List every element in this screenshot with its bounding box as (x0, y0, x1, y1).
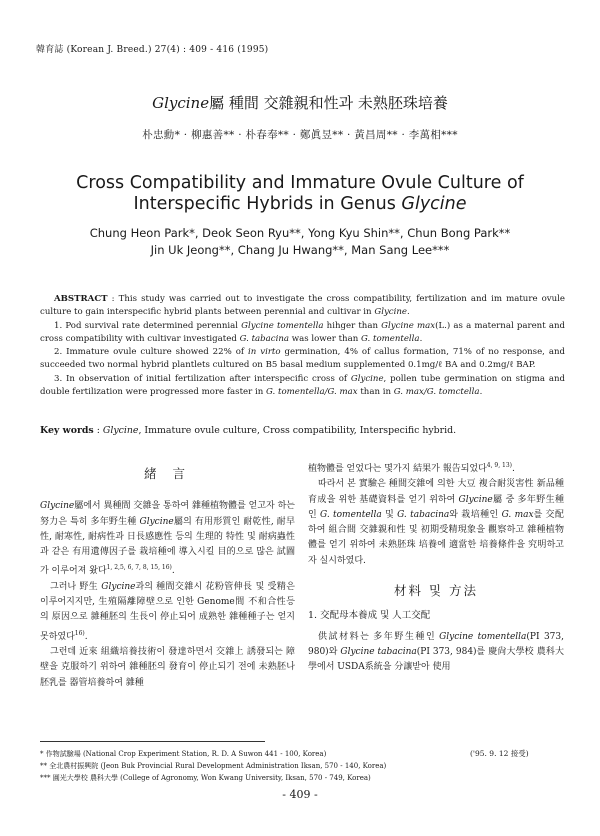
right-p1-a: 따라서 본 實驗은 種間交雜에 의한 大豆 複合耐災害性 新品種 育成을 위한 基礎資料를 얻기 위하여 (308, 479, 564, 505)
abs-p1-b: hihger than (323, 320, 382, 331)
abstract-point-3 (40, 373, 565, 400)
keywords-label: Key words (40, 425, 94, 436)
right-p1-c: 및 (381, 509, 398, 520)
abs-p2-i: in virto (248, 347, 281, 358)
abs-p1-d: was lower than (289, 333, 361, 344)
abstract-intro (40, 293, 565, 320)
abs-p3-g2: G. tomentella/G. max (266, 387, 358, 398)
abs-p3-a: 3. In observation of initial fertilization after interspecific cross of (54, 373, 351, 384)
abs-p1-g3: G. tabacina (239, 333, 290, 344)
methods-subheading: 1. 交配母本養成 및 人工交配 (308, 610, 431, 622)
abstract-point-2 (40, 346, 565, 373)
abstract-sep: : (107, 294, 119, 304)
received-date: ('95. 9. 12 接受) (470, 749, 529, 758)
abstract-label: ABSTRACT (54, 294, 108, 304)
right-column (308, 458, 564, 676)
abs-p3-d: . (479, 387, 483, 398)
right-p2-c: (PI 373, 984)를 慶尙大學校 農科大學에서 USDA系統을 分讓받아 使用 (308, 646, 565, 673)
right-p1-g: Glycine (458, 494, 493, 505)
abs-p1-c: (L.) as a maternal parent and cross compatibility with cultivar investigated (40, 320, 565, 344)
methods-heading: 材料 및 方法 (393, 583, 479, 599)
english-title-line2 (0, 194, 600, 215)
korean-title-rest: 屬 種間 交雜親和性과 未熟胚珠培養 (209, 94, 448, 112)
intro-p1-end: . (171, 566, 175, 577)
intro-p1-genus: Glycine (40, 501, 75, 512)
keywords (40, 425, 565, 436)
right-p2-g2: Glycine tabacina (340, 646, 417, 657)
abs-p3-g1: Glycine (350, 373, 384, 384)
abstract-intro-a: This study was carried out to investigate the cross compatibility, fertilization and im mature ovule culture to gain interspecific hybrid plants between perennial and cultivar in (40, 294, 566, 318)
intro-p2-b: 과의 種間交雜시 花粉管伸長 및 受精은 이루어지지만, 生殖隔離障壁으로 인한 Genome間 不和合性등의 原因으로 雜種胚의 生長이 停止되어 成熟한 雜種種子는 얻지 못하였다 (40, 581, 295, 642)
abs-p3-g3: G. max/G. tomctella (393, 387, 480, 398)
intro-p1-b: 屬의 有用形質인 耐乾性, 耐早性, 耐寒性, 耐病性과 日長感應性 등의 生理的 特性 및 耐病蟲性과 같은 有用遺傳因子를 栽培種에 導入시킬 目的으로 많은 試圖가 이루어져 왔다 (40, 516, 295, 577)
introduction-heading: 緒 言 (144, 466, 191, 481)
abs-p1-g2: Glycine max (381, 320, 436, 331)
intro-p2-a: 그러나 野生 (50, 581, 102, 592)
intro-paragraph-3: 그런데 近來 組織培養技術이 發達하면서 交雜上 誘發되는 障壁을 克服하기 위하여 雜種胚의 發育이 停止되기 전에 未熟胚나 胚乳를 器管培養하여 雜種 (40, 646, 295, 688)
english-authors (0, 225, 600, 259)
left-column (40, 466, 295, 691)
right-p0-ref: 4, 9, 13) (486, 462, 513, 469)
english-authors-line1: Chung Heon Park*, Deok Seon Ryu**, Yong Kyu Shin**, Chun Bong Park** (89, 226, 511, 240)
right-p1-g2: G. tomentella (320, 509, 382, 520)
journal-header: 韓育誌 (Korean J. Breed.) 27(4) : 409 - 416 (1995) (36, 45, 269, 55)
abs-p1-g4: G. tomentella (360, 333, 420, 344)
intro-p2-genus: Glycine (101, 581, 136, 592)
page-number: - 409 - (282, 788, 318, 801)
intro-paragraph-2 (40, 580, 295, 645)
english-title-genus: Glycine (401, 194, 467, 214)
english-title-line1: Cross Compatibility and Immature Ovule Culture of (76, 173, 524, 193)
korean-title-genus: Glycine (152, 94, 210, 112)
abs-p1-g1: Glycine tomentella (241, 320, 324, 331)
intro-p1-ref: 1, 2,5, 6, 7, 8, 15, 16) (106, 564, 172, 572)
footnote-3: *** 圓光大學校 農科大學 (College of Agronomy, Won Kwang University, Iksan, 570 - 749, Korea) (40, 774, 371, 782)
abstract-point-1 (40, 320, 565, 347)
right-p1-b: 屬 중 多年野生種인 (308, 494, 564, 520)
right-p0-a: 植物體를 얻었다는 몇가지 結果가 報告되었다 (308, 464, 487, 474)
keywords-genus: Glycine (102, 425, 139, 436)
english-title-line2-prefix: Interspecific Hybrids in Genus (133, 194, 402, 214)
english-authors-line2: Jin Uk Jeong**, Chang Ju Hwang**, Man Sang Lee*** (150, 243, 450, 257)
right-p0-end: . (512, 464, 515, 474)
keywords-rest: , Immature ovule culture, Cross compatibility, Interspecific hybrid. (138, 425, 457, 436)
right-p1-d: 와 栽培種인 (449, 509, 502, 520)
footnote-rule (40, 741, 265, 742)
right-p1-e: 를 交配하여 組合間 交雜親和性 및 初期受精現象을 觀察하고 雜種植物體를 얻기 위하여 未熟胚珠 培養에 適當한 培養條件을 究明하고자 실시하였다. (308, 509, 564, 566)
right-p1-g4: G. max (501, 509, 534, 520)
abs-p3-c: than in (357, 387, 394, 398)
right-p2-a: 供試材料는 多年野生種인 (318, 631, 440, 642)
korean-title (0, 92, 600, 113)
keywords-sep: : (93, 425, 103, 436)
intro-p1-genus2: Glycine (139, 516, 174, 527)
abs-p1-a: 1. Pod survival rate determined perennial (54, 320, 242, 331)
right-paragraph-1 (308, 477, 564, 569)
intro-p1-a: 屬에서 異種間 交雜을 통하여 雜種植物體를 얻고자 하는 努力은 특히 多年野生種 (40, 501, 295, 527)
footnote-1: * 作物試驗場 (National Crop Experiment Station, R. D. A Suwon 441 - 100, Korea) (40, 750, 327, 758)
abstract-intro-b: . (406, 307, 410, 318)
intro-paragraph-1 (40, 499, 295, 579)
abstract (40, 293, 565, 399)
abs-p2-a: 2. Immature ovule culture showed 22% of (54, 347, 248, 358)
intro-p2-ref: 16) (74, 629, 85, 637)
right-p2-g: Glycine tomentella (439, 631, 527, 642)
right-p2-b: (PI 373, 980)와 (308, 631, 564, 657)
footnote-2: ** 全北農村振興院 (Jeon Buk Provincial Rural Development Administration Iksan, 570 - 140, Korea) (40, 762, 387, 770)
intro-p2-end: . (84, 631, 88, 642)
abs-p2-b: germination, 4% of callus formation, 71% of no response, and succeeded two normal hybrid plantlets cultured on B5 basal medium supplemented 0.1mg/ℓ BA and 0.2mg/ℓ BAP. (40, 347, 566, 371)
english-title (0, 173, 600, 215)
abs-p1-e: . (419, 333, 423, 344)
right-paragraph-0 (308, 458, 564, 477)
right-paragraph-2 (308, 630, 564, 676)
abstract-intro-genus: Glycine (374, 307, 407, 318)
right-p1-g3: G. tabacina (397, 509, 450, 520)
korean-authors: 朴忠勳* · 柳惠善** · 朴春奉** · 鄭眞昱** · 黃昌周** · 李萬相*** (142, 129, 458, 141)
abs-p3-b: , pollen tube germination on stigma and double fertilization were progressed more faster in (40, 373, 566, 398)
